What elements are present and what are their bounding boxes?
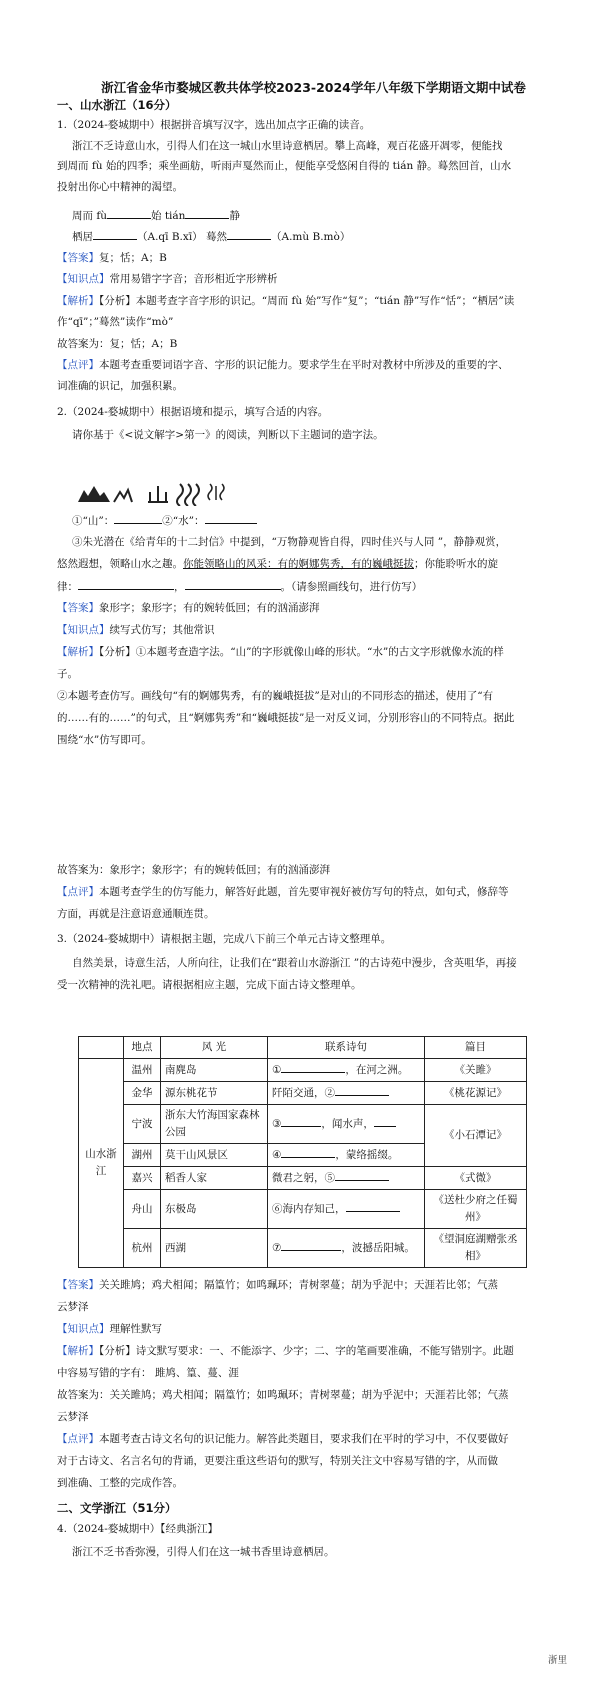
table-header: 风 光 <box>161 1037 268 1059</box>
poem-blank-2[interactable] <box>335 1084 389 1096</box>
table-cell-poem: 微君之躬，⑤ <box>268 1167 425 1190</box>
table-cell-place: 宁波 <box>124 1105 161 1144</box>
question-1-passage-line-1: 浙江不乏诗意山水，引得人们在这一城山水里诗意栖居。攀上高峰，观百花盛开凋零，便能找 <box>72 140 503 152</box>
table-header-row <box>79 1037 527 1059</box>
passage-text: ；你能聆听水的旋 <box>414 558 498 570</box>
table-cell-scene: 莫干山风景区 <box>161 1144 268 1167</box>
knowledge-tag: 【知识点】 <box>57 273 110 285</box>
fill-label-fu: 周而 fù <box>72 210 107 222</box>
table-cell-title: 《送杜少府之任蜀州》 <box>425 1190 527 1229</box>
question-1-analysis-line-3: 故答案为：复；恬；A；B <box>57 338 178 350</box>
table-cell-title: 《望洞庭湖赠张丞相》 <box>425 1229 527 1268</box>
analysis-tag: 【解析】 <box>57 295 99 307</box>
table-row <box>79 1059 527 1082</box>
table-cell-poem: 阡陌交通，② <box>268 1082 425 1105</box>
table-cell-poem: ③ ，闻水声， <box>268 1105 425 1144</box>
poem-blank-1[interactable] <box>281 1061 345 1073</box>
fill-blank-fu[interactable] <box>107 207 151 219</box>
knowledge-tag: 【知识点】 <box>57 1323 110 1335</box>
analysis-tag: 【解析】 <box>57 646 99 658</box>
question-2-comment-line-1 <box>57 884 567 900</box>
question-1-analysis-line-2: 作“qī”；”蓦然”读作“mò” <box>57 316 174 328</box>
question-2-comment-line-2: 方面，再就是注意语意通顺连贯。 <box>57 908 215 920</box>
section-heading-2: 二、文学浙江（51分） <box>57 1501 177 1515</box>
question-1-fill-line-1 <box>72 207 567 224</box>
underlined-sentence: 你能领略山的风采：有的婀娜隽秀，有的巍峨挺拔 <box>183 558 414 570</box>
section-heading-1: 一、山水浙江（16分） <box>57 98 177 112</box>
table-cell-scene: 西湖 <box>161 1229 268 1268</box>
table-cell-place: 杭州 <box>124 1229 161 1268</box>
question-1-comment-line-2: 词准确的识记，加强积累。 <box>57 380 183 392</box>
table-cell-scene: 稻香人家 <box>161 1167 268 1190</box>
fill-blank-imitation-2[interactable] <box>185 578 281 590</box>
question-2-passage-line-1: ③朱光潜在《给青年的十二封信》中提到，“万物静观皆自得，四时佳兴与人同 ”，静静观赏， <box>72 536 507 548</box>
question-3-comment-line-3: 到准确、工整的完成作答。 <box>57 1477 183 1489</box>
question-1-passage-line-3: 投射出你心中精神的渴望。 <box>57 181 183 193</box>
table-cell-title: 《式微》 <box>425 1167 527 1190</box>
comment-tag: 【点评】 <box>57 1433 99 1445</box>
answer-tag: 【答案】 <box>57 602 99 614</box>
question-3-analysis-line-1 <box>57 1343 567 1359</box>
comment-text: 本题考查学生的仿写能力，解答好此题，首先要审视好被仿写句的特点，如句式，修辞等 <box>99 886 509 898</box>
page-footer: 浙里 <box>547 1655 567 1666</box>
question-3-analysis-line-2: 中容易写错的字有： 雎鸠、篁、蔓、涯 <box>57 1367 239 1379</box>
fill-label-qiju: 栖居 <box>72 231 93 243</box>
analysis-text: 【分析】诗文默写要求：一、不能添字、少字；二、字的笔画要准确，不能写错别字。此题 <box>99 1345 514 1357</box>
answer-tag: 【答案】 <box>57 252 99 264</box>
document-title: 浙江省金华市婺城区教共体学校2023-2024学年八年级下学期语文期中试卷 <box>101 80 526 95</box>
table-cell-poem: ⑦ ，波撼岳阳城。 <box>268 1229 425 1268</box>
knowledge-text: 续写式仿写；其他常识 <box>109 624 215 636</box>
fill-label-jing: 静 <box>229 210 240 222</box>
fill-label-moran: （A.qī B.xī） 蓦然 <box>137 231 228 243</box>
ancient-glyph-illustration <box>76 480 236 506</box>
question-2-fill-line-1 <box>72 512 567 529</box>
question-3-comment-line-1 <box>57 1431 567 1447</box>
poem-table <box>78 1036 527 1268</box>
analysis-text: 【分析】本题考查字音字形的识记。“周而 fù 始”写作“复”；“tián 静”写作“恬”；“栖居”读 <box>99 295 515 307</box>
table-cell-scene: 浙东大竹海国家森林公园 <box>161 1105 268 1144</box>
question-4-passage: 浙江不乏书香弥漫，引得人们在这一城书香里诗意栖居。 <box>72 1546 335 1558</box>
table-cell-place: 嘉兴 <box>124 1167 161 1190</box>
question-1-analysis-line-1 <box>57 293 567 309</box>
knowledge-tag: 【知识点】 <box>57 624 110 636</box>
question-4-heading: 4.（2024-婺城期中）【经典浙江】 <box>57 1523 219 1535</box>
fill-blank-shui[interactable] <box>205 512 257 524</box>
fill-label-shan: ①“山”： <box>72 515 115 527</box>
question-2-analysis-line-2: 子。 <box>57 668 78 680</box>
passage-text: 。（请参照画线句，进行仿写） <box>280 581 423 593</box>
question-3-answer-line-1 <box>57 1277 567 1293</box>
question-1-knowledge <box>57 271 567 287</box>
table-cell-title: 《小石潭记》 <box>425 1105 527 1167</box>
question-3-comment-line-2: 对于古诗文、名言名句的背诵，更要注重这些语句的默写，特别关注文中容易写错的字，从而做 <box>57 1455 498 1467</box>
poem-blank-3[interactable] <box>281 1115 321 1127</box>
question-1-fill-line-2 <box>72 228 567 245</box>
answer-text: 关关雎鸠；鸡犬相闻；隔篁竹；如鸣珮环；青树翠蔓；胡为乎泥中；天涯若比邻；气蒸 <box>99 1279 498 1291</box>
fill-blank-qiju[interactable] <box>93 228 137 240</box>
question-2-analysis-line-5: 围绕“水”仿写即可。 <box>57 734 152 746</box>
table-cell-title: 《关雎》 <box>425 1059 527 1082</box>
passage-text: ， <box>174 581 185 593</box>
question-1-answer <box>57 250 567 266</box>
fill-blank-tian[interactable] <box>185 207 229 219</box>
fill-label-shui: ②“水”： <box>162 515 205 527</box>
table-header: 篇目 <box>425 1037 527 1059</box>
table-header: 地点 <box>124 1037 161 1059</box>
table-cell-poem: ④ ，蒙络摇缀。 <box>268 1144 425 1167</box>
question-2-analysis-line-6: 故答案为：象形字；象形字；有的婉转低回；有的汹涌澎湃 <box>57 864 330 876</box>
table-cell-title: 《桃花源记》 <box>425 1082 527 1105</box>
table-cell-poem: ① ，在河之洲。 <box>268 1059 425 1082</box>
question-3-knowledge <box>57 1321 567 1337</box>
question-2-passage-line-3 <box>57 578 567 595</box>
analysis-text: 【分析】①本题考查造字法。“山”的字形就像山峰的形状。“水”的古文字形就像水流的样 <box>99 646 504 658</box>
table-row <box>79 1167 527 1190</box>
question-2-prompt: 请你基于《<说文解字>第一》的阅读，判断以下主题词的造字法。 <box>72 429 384 441</box>
question-3-analysis-line-3: 故答案为：关关雎鸠；鸡犬相闻；隔篁竹；如鸣珮环；青树翠蔓；胡为乎泥中；天涯若比邻；气蒸 <box>57 1389 509 1401</box>
fill-blank-imitation-1[interactable] <box>78 578 174 590</box>
table-row <box>79 1105 527 1144</box>
table-cell-empty <box>79 1037 124 1059</box>
table-theme-cell: 山水浙江 <box>79 1059 124 1268</box>
table-cell-poem: ⑥海内存知己， <box>268 1190 425 1229</box>
fill-label-tian: 始 tián <box>151 210 186 222</box>
question-1-comment-line-1 <box>57 357 567 373</box>
question-2-answer <box>57 600 567 616</box>
comment-tag: 【点评】 <box>57 886 99 898</box>
question-2-passage-line-2 <box>57 556 567 572</box>
table-cell-scene: 东极岛 <box>161 1190 268 1229</box>
fill-options-moran: （A.mù B.mò） <box>271 231 351 243</box>
table-row <box>79 1190 527 1229</box>
answer-text: 复；恬；A；B <box>99 252 167 264</box>
question-2-knowledge <box>57 622 567 638</box>
question-2-analysis-line-1 <box>57 644 567 660</box>
table-header: 联系诗句 <box>268 1037 425 1059</box>
question-2-heading: 2.（2024-婺城期中）根据语境和提示，填写合适的内容。 <box>57 406 329 418</box>
comment-text: 本题考查古诗文名句的识记能力。解答此类题目，要求我们在平时的学习中，不仅要做好 <box>99 1433 509 1445</box>
question-2-analysis-line-4: 的……有的……”的句式，且“婀娜隽秀”和“巍峨挺拔”是一对反义词，分别形容山的不同特点。据此 <box>57 712 515 724</box>
comment-tag: 【点评】 <box>57 359 99 371</box>
knowledge-text: 常用易错字字音；音形相近字形辨析 <box>109 273 278 285</box>
poem-blank-7[interactable] <box>281 1239 341 1251</box>
table-cell-place: 湖州 <box>124 1144 161 1167</box>
table-cell-place: 温州 <box>124 1059 161 1082</box>
answer-text: 象形字；象形字；有的婉转低回；有的汹涌澎湃 <box>99 602 320 614</box>
fill-blank-moran[interactable] <box>227 228 271 240</box>
question-3-answer-line-2: 云梦泽 <box>57 1301 89 1313</box>
ancient-character-images <box>76 480 236 506</box>
answer-tag: 【答案】 <box>57 1279 99 1291</box>
passage-text: 律： <box>57 581 78 593</box>
table-cell-place: 金华 <box>124 1082 161 1105</box>
comment-text: 本题考查重要词语字音、字形的识记能力。要求学生在平时对教材中所涉及的重要的字、 <box>99 359 509 371</box>
question-3-passage-line-1: 自然美景，诗意生活，人所向往，让我们在“跟着山水游浙江 ”的古诗苑中漫步，含英咀华，再接 <box>72 957 517 969</box>
question-3-passage-line-2: 受一次精神的洗礼吧。请根据相应主题，完成下面古诗文整理单。 <box>57 979 362 991</box>
question-1-heading: 1.（2024-婺城期中）根据拼音填写汉字，选出加点字正确的读音。 <box>57 119 371 131</box>
poem-blank-6[interactable] <box>346 1200 400 1212</box>
question-3-heading: 3.（2024-婺城期中）请根据主题，完成八下前三个单元古诗文整理单。 <box>57 933 392 945</box>
question-3-analysis-line-4: 云梦泽 <box>57 1411 89 1423</box>
table-row <box>79 1082 527 1105</box>
table-cell-scene: 南麂岛 <box>161 1059 268 1082</box>
poem-blank-5[interactable] <box>335 1169 389 1181</box>
question-2-analysis-line-3: ②本题考查仿写。画线句“有的婀娜隽秀，有的巍峨挺拔”是对山的不同形态的描述，使用了“有 <box>57 690 494 702</box>
table-cell-scene: 源东桃花节 <box>161 1082 268 1105</box>
table-cell-place: 舟山 <box>124 1190 161 1229</box>
knowledge-text: 理解性默写 <box>109 1323 162 1335</box>
question-1-passage-line-2: 到周而 fù 始的四季；乘坐画舫，听雨声戛然而止，便能享受悠闲自得的 tián 静。蓦然回首，山水 <box>57 160 512 172</box>
fill-blank-shan[interactable] <box>114 512 162 524</box>
passage-text: 悠然遐想，领略山水之趣。 <box>57 558 183 570</box>
analysis-tag: 【解析】 <box>57 1345 99 1357</box>
poem-blank-4[interactable] <box>281 1146 335 1158</box>
table-row <box>79 1229 527 1268</box>
poem-blank-3b[interactable] <box>374 1115 396 1127</box>
